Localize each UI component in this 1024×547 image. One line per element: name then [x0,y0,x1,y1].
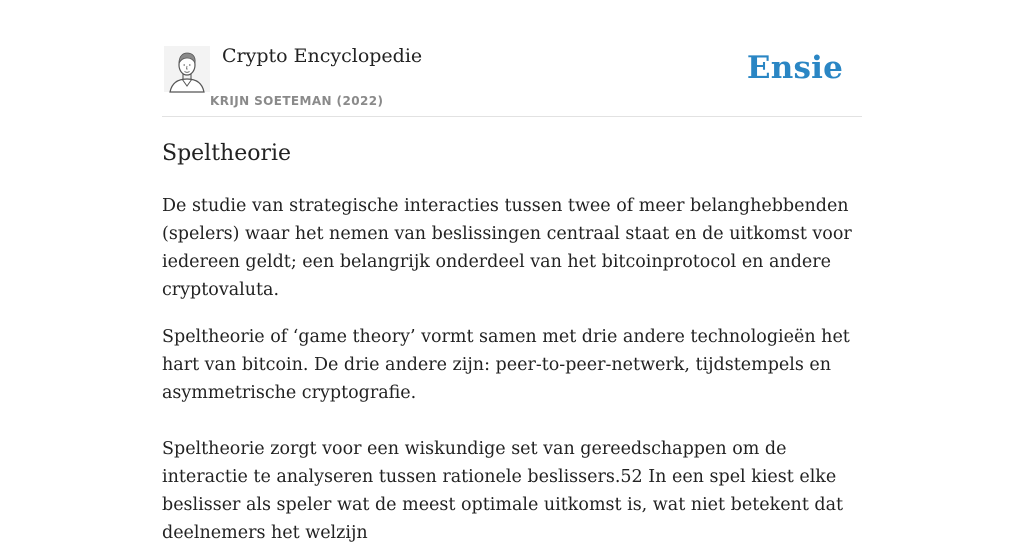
book-title[interactable]: Crypto Encyclopedie [222,45,423,67]
author-avatar-icon [164,46,210,92]
ensie-logo[interactable]: Ensie [746,50,843,86]
author-portrait-icon [164,46,210,92]
body-paragraph: Speltheorie of ‘game theory’ vormt samen met drie andere technologieën het hart van bitcoin. De drie andere zijn: peer-to-peer-netwerk, tijdstempels en asymmetrische cryptografie. [162,327,850,403]
author-byline[interactable]: KRIJN SOETEMAN (2022) [210,94,384,108]
definition-paragraph: De studie van strategische interacties tussen twee of meer belanghebbenden (spelers) waar het nemen van beslissingen centraal staat en de uitkomst voor iedereen geldt; een belangrijk onderdeel van het bitcoinprotocol en andere cryptovaluta. [162,196,852,300]
body-paragraph: Speltheorie zorgt voor een wiskundige set van gereedschappen om de interactie te analyseren tussen rationele beslissers.52 In een spel kiest elke beslisser als speler wat de meest optimale uitkomst is, wat niet betekent dat deelnemers het welzijn [162,439,844,543]
entry-title: Speltheorie [162,141,292,166]
entry-header [162,0,862,117]
content-column [162,0,862,543]
